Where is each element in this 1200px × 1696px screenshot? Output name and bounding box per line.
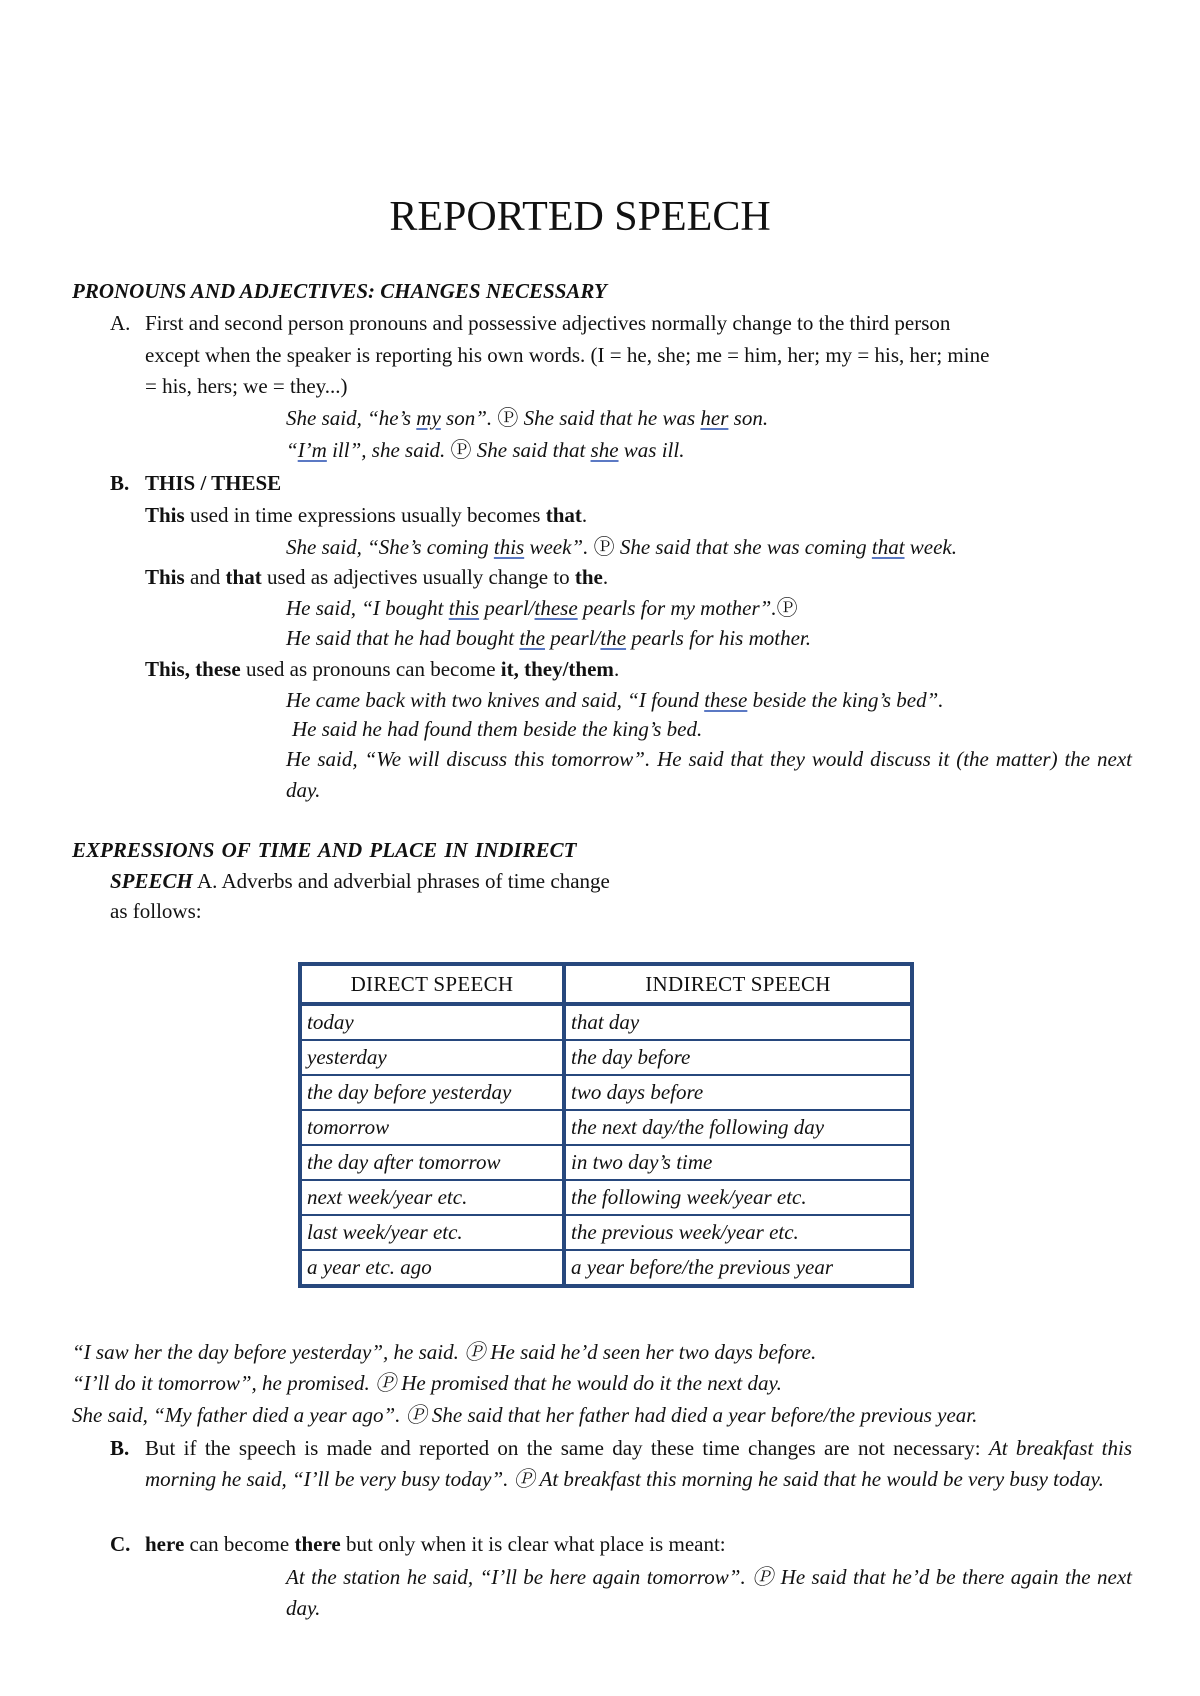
example-line bbox=[286, 685, 944, 716]
table-header-row bbox=[300, 964, 912, 1004]
arrow-icon: Ⓟ bbox=[450, 438, 472, 462]
underlined-word: this bbox=[493, 535, 525, 559]
paragraph-text: but only when it is clear what place is meant: bbox=[340, 1532, 726, 1556]
underlined-word: my bbox=[416, 406, 441, 430]
rule-text: . bbox=[613, 657, 620, 681]
table-cell-indirect: the day before bbox=[564, 1040, 912, 1075]
paragraph-c bbox=[145, 1529, 726, 1560]
example-line bbox=[286, 435, 684, 466]
table-cell-indirect: the previous week/year etc. bbox=[564, 1215, 912, 1250]
table-cell-indirect: two days before bbox=[564, 1075, 912, 1110]
bold-term: it, they/them bbox=[500, 657, 614, 681]
section-heading-pronouns: PRONOUNS AND ADJECTIVES: CHANGES NECESSARY bbox=[72, 279, 607, 303]
table-cell-direct: today bbox=[300, 1004, 564, 1040]
example-line bbox=[286, 532, 957, 563]
table-cell-indirect: that day bbox=[564, 1004, 912, 1040]
table-row bbox=[300, 1180, 912, 1215]
bold-term: that bbox=[545, 503, 582, 527]
example-line bbox=[286, 403, 768, 434]
example-text: She said that he was bbox=[518, 406, 701, 430]
paragraph-text: But if the speech is made and reported on the same day these time changes are not necessary: bbox=[145, 1436, 989, 1460]
paragraph-a-line3: = his, hers; we = they...) bbox=[145, 374, 348, 398]
underlined-word: the bbox=[519, 626, 545, 650]
list-marker-b: B. bbox=[110, 471, 130, 495]
arrow-icon: Ⓟ bbox=[497, 406, 519, 430]
rule-line bbox=[145, 500, 587, 531]
rule-text: and bbox=[184, 565, 226, 589]
arrow-icon: Ⓟ bbox=[776, 596, 798, 620]
table-row bbox=[300, 1110, 912, 1145]
example-line bbox=[286, 623, 811, 654]
underlined-word: these bbox=[704, 688, 748, 712]
example-text: pearl/ bbox=[479, 596, 535, 620]
example-text: “ bbox=[286, 438, 298, 462]
table-header-indirect: INDIRECT SPEECH bbox=[564, 964, 912, 1004]
bold-term: here bbox=[145, 1532, 185, 1556]
table-cell-direct: last week/year etc. bbox=[300, 1215, 564, 1250]
example-text: She said, “he’s bbox=[286, 406, 417, 430]
bold-term: the bbox=[574, 565, 603, 589]
subheading-this-these: THIS / THESE bbox=[145, 471, 282, 495]
time-expressions-table bbox=[298, 962, 914, 1288]
table-cell-direct: the day before yesterday bbox=[300, 1075, 564, 1110]
example-paragraph: At the station he said, “I’ll be here again tomorrow”. Ⓟ He said that he’d be there again the next day. bbox=[286, 1565, 1132, 1620]
underlined-word: I’m bbox=[297, 438, 327, 462]
bold-term: This, these bbox=[145, 657, 241, 681]
rule-line bbox=[145, 562, 608, 593]
example-text: She said that she was coming bbox=[614, 535, 872, 559]
rule-text: used in time expressions usually becomes bbox=[184, 503, 546, 527]
example-line: She said, “My father died a year ago”. Ⓟ She said that her father had died a year before/the previous year. bbox=[72, 1403, 978, 1427]
table-row bbox=[300, 1040, 912, 1075]
list-marker-b: B. bbox=[110, 1436, 130, 1460]
paragraph-text: can become bbox=[184, 1532, 295, 1556]
example-text: pearls for my mother”. bbox=[577, 596, 777, 620]
table-row bbox=[300, 1250, 912, 1286]
example-text: son”. bbox=[440, 406, 498, 430]
table-cell-indirect: in two day’s time bbox=[564, 1145, 912, 1180]
paragraph-b bbox=[145, 1433, 1132, 1495]
rule-text: used as pronouns can become bbox=[240, 657, 501, 681]
example-text: He came back with two knives and said, “I found bbox=[286, 688, 705, 712]
intro-line bbox=[110, 866, 610, 897]
intro-text: A. Adverbs and adverbial phrases of time change bbox=[192, 869, 610, 893]
page-title: REPORTED SPEECH bbox=[389, 194, 771, 240]
table-row bbox=[300, 1215, 912, 1250]
table-row bbox=[300, 1145, 912, 1180]
table-cell-indirect: the following week/year etc. bbox=[564, 1180, 912, 1215]
bold-term: This bbox=[145, 565, 185, 589]
rule-text: used as adjectives usually change to bbox=[261, 565, 575, 589]
example-line bbox=[286, 593, 798, 624]
example-line: “I saw her the day before yesterday”, he said. Ⓟ He said he’d seen her two days before. bbox=[72, 1340, 817, 1364]
example-line: He said he had found them beside the king’s bed. bbox=[292, 717, 703, 741]
underlined-word: the bbox=[600, 626, 627, 650]
rule-line bbox=[145, 654, 619, 685]
rule-text: . bbox=[602, 565, 609, 589]
section-heading-continued: SPEECH bbox=[110, 869, 193, 893]
table-row bbox=[300, 1004, 912, 1040]
example-text: beside the king’s bed”. bbox=[747, 688, 944, 712]
example-text: son. bbox=[728, 406, 769, 430]
example-paragraph: He said, “We will discuss this tomorrow”. He said that they would discuss it (the matter) the next day. bbox=[286, 747, 1132, 802]
underlined-word: her bbox=[700, 406, 729, 430]
underlined-word: this bbox=[448, 596, 480, 620]
example-line: “I’ll do it tomorrow”, he promised. Ⓟ He promised that he would do it the next day. bbox=[72, 1371, 782, 1395]
table-cell-direct: yesterday bbox=[300, 1040, 564, 1075]
underlined-word: that bbox=[871, 535, 905, 559]
table-cell-direct: tomorrow bbox=[300, 1110, 564, 1145]
example-text: pearl/ bbox=[544, 626, 601, 650]
table-row bbox=[300, 1075, 912, 1110]
rule-text: . bbox=[581, 503, 588, 527]
example-text: ill”, she said. bbox=[326, 438, 451, 462]
example-text: She said, “She’s coming bbox=[286, 535, 494, 559]
table-cell-direct: a year etc. ago bbox=[300, 1250, 564, 1286]
section-heading-expressions: EXPRESSIONS OF TIME AND PLACE IN INDIRECT bbox=[72, 838, 577, 862]
example-text: He said, “I bought bbox=[286, 596, 449, 620]
underlined-word: she bbox=[590, 438, 619, 462]
bold-term: This bbox=[145, 503, 185, 527]
example-text: He said that he had bought bbox=[286, 626, 520, 650]
paragraph-a-line1: First and second person pronouns and possessive adjectives normally change to the third person bbox=[145, 311, 951, 335]
bold-term: there bbox=[294, 1532, 341, 1556]
paragraph-a-line2: except when the speaker is reporting his own words. (I = he, she; me = him, her; my = his, her; mine bbox=[145, 343, 990, 367]
intro-line: as follows: bbox=[110, 899, 202, 923]
example-text: was ill. bbox=[618, 438, 685, 462]
bold-term: that bbox=[225, 565, 262, 589]
example-text: pearls for his mother. bbox=[626, 626, 811, 650]
table-cell-direct: the day after tomorrow bbox=[300, 1145, 564, 1180]
table-cell-indirect: a year before/the previous year bbox=[564, 1250, 912, 1286]
example-text: week”. bbox=[524, 535, 594, 559]
list-marker-a: A. bbox=[110, 311, 131, 335]
underlined-word: these bbox=[534, 596, 578, 620]
example-text: week. bbox=[904, 535, 958, 559]
table-header-direct: DIRECT SPEECH bbox=[300, 964, 564, 1004]
example-text: She said that bbox=[471, 438, 591, 462]
arrow-icon: Ⓟ bbox=[593, 535, 615, 559]
list-marker-c: C. bbox=[110, 1532, 131, 1556]
table-cell-indirect: the next day/the following day bbox=[564, 1110, 912, 1145]
paragraph-example: At breakfast this morning he said, “I’ll be very busy today”. Ⓟ At breakfast this morning he said that he would be very busy today. bbox=[145, 1436, 1132, 1491]
table-cell-direct: next week/year etc. bbox=[300, 1180, 564, 1215]
